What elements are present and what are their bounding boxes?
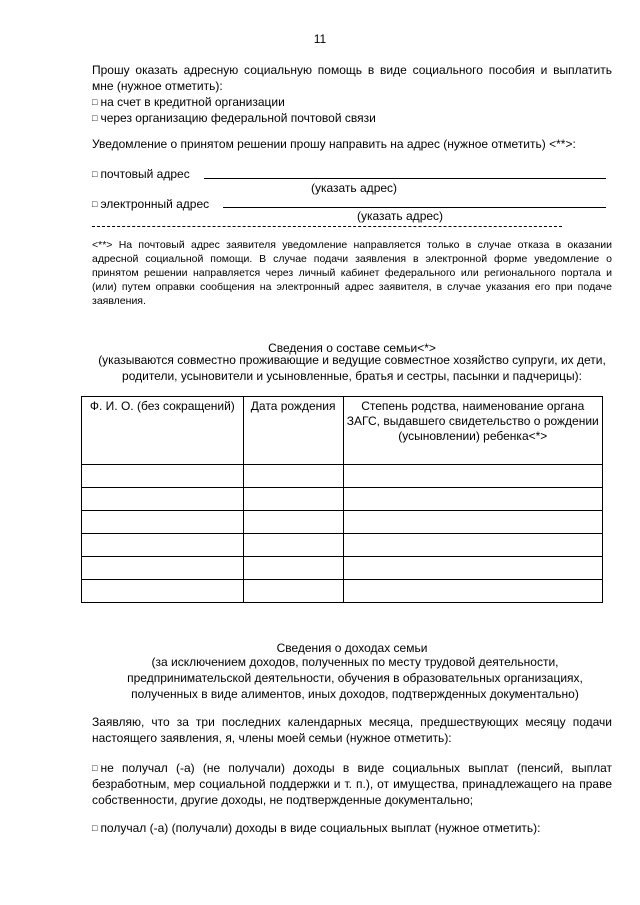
family-section-title: Сведения о составе семьи<*> bbox=[268, 341, 436, 355]
checkbox-icon[interactable]: □ bbox=[92, 763, 98, 773]
option-not-received: □ не получал (-а) (не получали) доходы в виде социальных выплат (пенсий, выплат безработным, мер социальной поддержки и т. п.), от имущества, принадлежащего на праве собственности, другие доходы, не подтвержденные документально; bbox=[92, 761, 612, 807]
family-table bbox=[81, 396, 603, 603]
table-row bbox=[82, 465, 603, 488]
column-header-name: Ф. И. О. (без сокращений) bbox=[82, 397, 244, 465]
column-header-birthdate: Дата рождения bbox=[243, 397, 343, 465]
assistance-request-text: Прошу оказать адресную социальную помощь в виде социального пособия и выплатить мне (нужное отметить): bbox=[92, 63, 612, 93]
table-row bbox=[82, 580, 603, 603]
checkbox-icon[interactable]: □ bbox=[92, 169, 98, 179]
notification-text: Уведомление о принятом решении прошу направить на адрес (нужное отметить) <**>: bbox=[92, 137, 576, 151]
email-address-label: □ электронный адрес bbox=[92, 197, 210, 211]
column-header-relation: Степень родства, наименование органа ЗАГС, выдавшего свидетельство о рождении (усыновлении) ребенка<*> bbox=[343, 397, 602, 465]
table-row bbox=[82, 557, 603, 580]
income-section-subtitle: (за исключением доходов, полученных по месту трудовой деятельности, предпринимательской деятельности, обучения в образовательных организациях, полученных в виде алиментов, иных доходов, подтвержденных документально) bbox=[127, 655, 583, 701]
income-section-title: Сведения о доходах семьи bbox=[276, 641, 428, 655]
checkbox-icon[interactable]: □ bbox=[92, 97, 98, 107]
checkbox-icon[interactable]: □ bbox=[92, 199, 98, 209]
page-number: 11 bbox=[313, 32, 327, 46]
checkbox-icon[interactable]: □ bbox=[92, 113, 98, 123]
footnote-separator bbox=[92, 226, 562, 227]
postal-address-line[interactable] bbox=[204, 178, 606, 179]
postal-address-hint: (указать адрес) bbox=[310, 181, 398, 195]
table-row bbox=[82, 488, 603, 511]
postal-address-label: □ почтовый адрес bbox=[92, 167, 190, 181]
option-received: □ получал (-а) (получали) доходы в виде социальных выплат (нужное отметить): bbox=[92, 821, 541, 835]
option-post-office: □ через организацию федеральной почтовой связи bbox=[92, 111, 376, 125]
footnote-text: <**> На почтовый адрес заявителя уведомление направляется только в случае отказа в оказании адресной социальной помощи. В случае подачи заявления в электронной форме уведомление о принятом решении направляется через личный кабинет федерального или регионального портала и (или) путем оправки сообщения на электронный адрес заявителя, в случае указания его при подаче заявления. bbox=[92, 239, 612, 307]
table-row bbox=[82, 534, 603, 557]
checkbox-icon[interactable]: □ bbox=[92, 823, 98, 833]
option-bank-account: □ на счет в кредитной организации bbox=[92, 95, 285, 109]
family-section-subtitle: (указываются совместно проживающие и ведущие совместное хозяйство супруги, их дети, родители, усыновители и усыновленные, братья и сестры, пасынки и падчерицы): bbox=[98, 353, 606, 383]
email-address-hint: (указать адрес) bbox=[356, 209, 444, 223]
table-row bbox=[82, 511, 603, 534]
income-declaration: Заявляю, что за три последних календарных месяца, предшествующих месяцу подачи настоящего заявления, я, члены моей семьи (нужное отметить): bbox=[92, 715, 612, 745]
